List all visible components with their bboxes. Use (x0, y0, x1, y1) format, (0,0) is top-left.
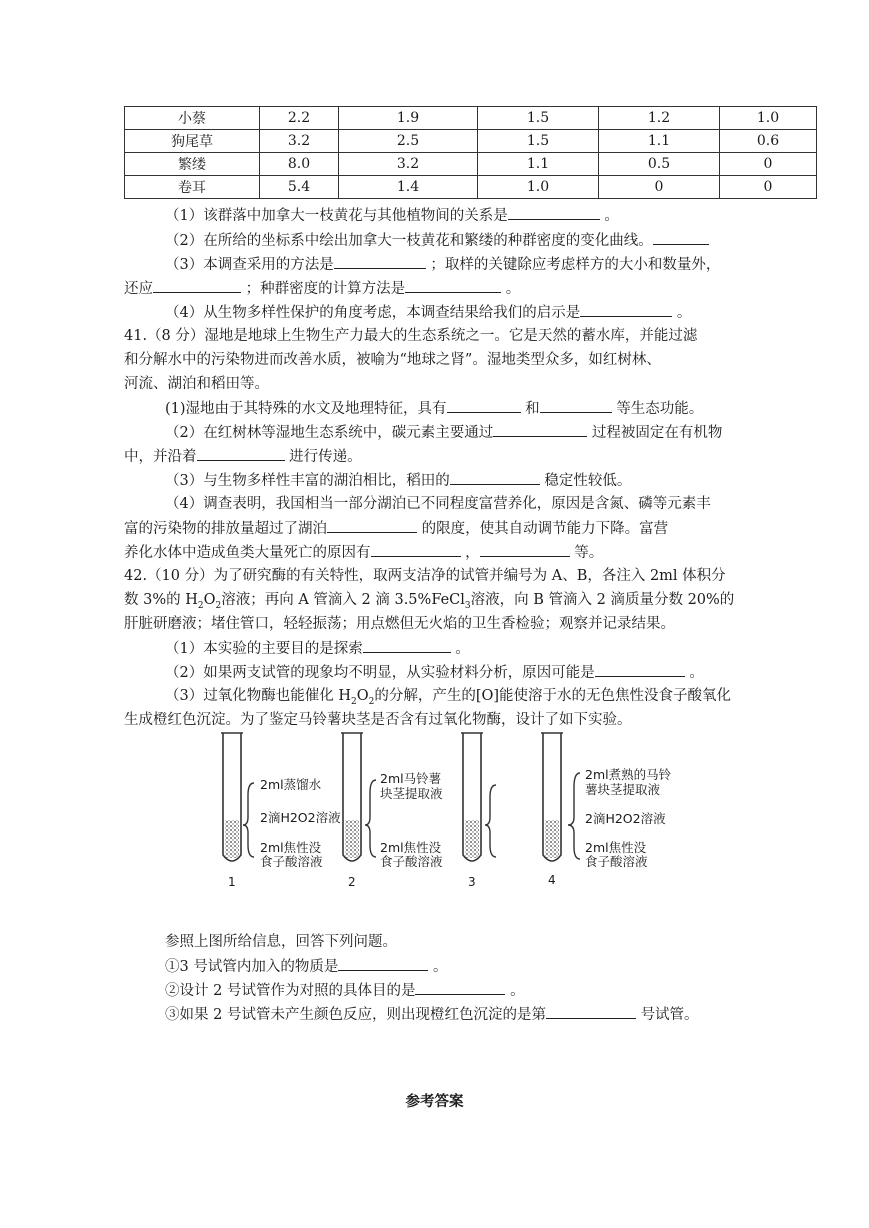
table-row (125, 153, 817, 176)
density-table (124, 106, 817, 199)
test-tube-2 (341, 733, 376, 861)
density-value-cell: 0 (720, 176, 817, 199)
answer-blank[interactable] (508, 205, 600, 220)
q41-part4-cont2: 养化水体中造成鱼类大量死亡的原因有 ， 等。 (124, 542, 603, 563)
tube4-label-2: 薯块茎提取液 (585, 782, 661, 797)
q42-stem-line1: 42.（10 分）为了研究酶的有关特性，取两支洁净的试管并编号为 A、B，各注入 2ml 体积分 (124, 568, 726, 584)
tube1-label-3: 2ml焦性没 (260, 840, 322, 855)
answer-blank[interactable] (153, 278, 241, 293)
q40-part3: （3）本调查采用的方法是 ；取样的关键除应考虑样方的大小和数量外， (165, 254, 720, 275)
answer-blank[interactable] (595, 662, 685, 677)
answer-blank[interactable] (327, 518, 417, 533)
tube4-label-3: 2滴H2O2溶液 (585, 811, 666, 826)
answer-blank[interactable] (450, 470, 540, 485)
test-tube-1 (221, 733, 254, 861)
q41-part1: (1)湿地由于其特殊的水文及地理特征，具有 和 等生态功能。 (165, 398, 703, 419)
tube1-label-4: 食子酸溶液 (260, 854, 323, 869)
answer-blank[interactable] (480, 542, 570, 557)
q42-figure-intro: 参照上图所给信息，回答下列问题。 (165, 934, 397, 950)
answer-blank[interactable] (405, 278, 501, 293)
density-value-cell: 0.6 (720, 130, 817, 153)
q42-part3: （3）过氧化物酶也能催化 $H_2O_2$的分解，产生的[O]能使溶于水的无色焦性没食子酸氧化 (165, 688, 732, 707)
answer-blank[interactable] (415, 980, 505, 995)
density-value-cell: 1.0 (478, 176, 599, 199)
density-value-cell: 1.9 (339, 107, 478, 130)
test-tube-3 (461, 733, 496, 861)
answer-blank[interactable] (197, 446, 285, 461)
q41-stem-line2: 和分解水中的污染物进而改善水质，被喻为“地球之肾”。湿地类型众多，如红树林、 (124, 352, 661, 368)
q41-part2: （2）在红树林等湿地生态系统中，碳元素主要通过 过程被固定在有机物 (165, 422, 722, 443)
density-value-cell: 3.2 (339, 153, 478, 176)
density-value-cell: 1.4 (339, 176, 478, 199)
density-value-cell: 5.4 (260, 176, 339, 199)
answer-blank[interactable] (540, 398, 612, 413)
density-value-cell: 2.5 (339, 130, 478, 153)
species-name-cell: 繁缕 (125, 153, 260, 176)
q42-sub2: ②设计 2 号试管作为对照的具体目的是 。 (165, 980, 525, 1001)
q40-part3-cont: 还应 ；种群密度的计算方法是 。 (124, 278, 520, 299)
answer-blank[interactable] (580, 302, 672, 317)
density-value-cell: 1.1 (478, 153, 599, 176)
answer-blank[interactable] (363, 638, 451, 653)
tube4-label-5: 食子酸溶液 (585, 854, 648, 869)
species-name-cell: 卷耳 (125, 176, 260, 199)
test-tube-figure (210, 725, 680, 890)
answer-blank[interactable] (334, 254, 426, 269)
answer-blank[interactable] (546, 1004, 636, 1019)
tube-number-2: 2 (348, 875, 356, 889)
q42-stem-line3: 肝脏研磨液；堵住管口，轻轻振荡；用点燃但无火焰的卫生香检验；观察并记录结果。 (124, 616, 675, 632)
tube-number-3: 3 (468, 875, 476, 889)
tube-number-4: 4 (548, 873, 556, 887)
q40-part2: （2）在所给的坐标系中绘出加拿大一枝黄花和繁缕的种群密度的变化曲线。 (165, 230, 709, 251)
q40-part4: （4）从生物多样性保护的角度考虑，本调查结果给我们的启示是 。 (165, 302, 691, 323)
species-name-cell: 小蔡 (125, 107, 260, 130)
answer-blank[interactable] (493, 422, 587, 437)
q42-part3-cont: 生成橙红色沉淀。为了鉴定马铃薯块茎是否含有过氧化物酶，设计了如下实验。 (124, 712, 632, 728)
tube2-label-4: 食子酸溶液 (380, 854, 443, 869)
answer-key-heading: 参考答案 (405, 1094, 464, 1110)
test-tube-4 (541, 733, 580, 861)
q42-part1: （1）本实验的主要目的是探索 。 (165, 638, 470, 659)
q41-stem-line3: 河流、湖泊和稻田等。 (124, 376, 269, 392)
tube2-label-3: 2ml焦性没 (380, 840, 442, 855)
answer-blank[interactable] (371, 542, 461, 557)
table-row (125, 107, 817, 130)
q41-part2-cont: 中，并沿着 进行传递。 (124, 446, 362, 467)
density-value-cell: 1.5 (478, 107, 599, 130)
density-value-cell: 1.1 (599, 130, 720, 153)
density-value-cell: 8.0 (260, 153, 339, 176)
density-value-cell: 3.2 (260, 130, 339, 153)
density-value-cell: 0.5 (599, 153, 720, 176)
tube4-label-4: 2ml焦性没 (585, 840, 647, 855)
answer-blank[interactable] (653, 230, 709, 245)
q40-part1: （1）该群落中加拿大一枝黄花与其他植物间的关系是 。 (165, 205, 619, 226)
q41-stem-line1: 41.（8 分）湿地是地球上生物生产力最大的生态系统之一。它是天然的蓄水库，并能过滤 (124, 328, 698, 344)
tube-number-1: 1 (228, 875, 236, 889)
q41-part4: （4）调查表明，我国相当一部分湖泊已不同程度富营养化，原因是含氮、磷等元素丰 (165, 496, 711, 512)
tube2-label-1: 2ml马铃薯 (380, 771, 442, 786)
tube1-label-2: 2滴H2O2溶液 (260, 810, 341, 825)
q42-part2: （2）如果两支试管的现象均不明显，从实验材料分析，原因可能是 。 (165, 662, 704, 683)
density-value-cell: 1.0 (720, 107, 817, 130)
tube4-label-1: 2ml煮熟的马铃 (585, 767, 672, 782)
answer-blank[interactable] (447, 398, 521, 413)
q42-sub3: ③如果 2 号试管未产生颜色反应，则出现橙红色沉淀的是第 号试管。 (165, 1004, 699, 1025)
density-value-cell: 1.2 (599, 107, 720, 130)
tube1-label-1: 2ml蒸馏水 (260, 777, 322, 792)
answer-blank[interactable] (338, 956, 428, 971)
table-row (125, 176, 817, 199)
density-value-cell: 0 (720, 153, 817, 176)
density-value-cell: 0 (599, 176, 720, 199)
q41-part4-cont: 富的污染物的排放量超过了湖泊 的限度，使其自动调节能力下降。富营 (124, 518, 668, 539)
tube2-label-2: 块茎提取液 (380, 786, 443, 801)
q42-sub1: ①3 号试管内加入的物质是 。 (165, 956, 447, 977)
q42-stem-line2: 数 3%的 $H_2O_2$溶液；再向 A 管滴入 2 滴 3.5%FeCl$_3$溶液，向 B 管滴入 2 滴质量分数 20%的 (124, 592, 735, 611)
density-value-cell: 1.5 (478, 130, 599, 153)
table-row (125, 130, 817, 153)
density-value-cell: 2.2 (260, 107, 339, 130)
q41-part3: （3）与生物多样性丰富的湖泊相比，稻田的 稳定性较低。 (165, 470, 631, 491)
species-name-cell: 狗尾草 (125, 130, 260, 153)
